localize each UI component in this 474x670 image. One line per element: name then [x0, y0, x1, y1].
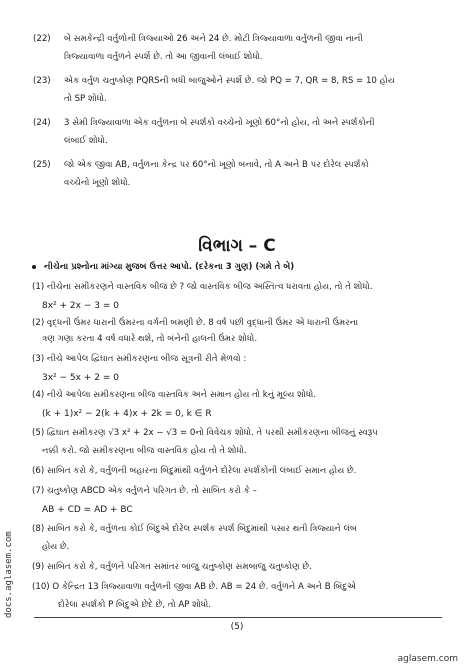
question-text: નક્કી કરો. જો સમીકરણના બીજ વાસ્તવિક હોય તો તે શોધો. [42, 446, 247, 456]
question-number: (22) [33, 34, 51, 44]
section-instruction [32, 262, 294, 273]
question-text [32, 466, 356, 477]
question-text [32, 524, 357, 535]
page-number: (5) [230, 622, 244, 632]
question-text: હોય છે. [42, 542, 70, 552]
question-number: (25) [33, 160, 51, 170]
question-text: એક વર્તુળ ચતુષ્કોણ PQRSની બધી બાજુઓને સ્પર્શે છે. જો PQ = 7, QR = 8, RS = 10 હોય [64, 76, 395, 86]
question-text: જો એક જીવા AB, વર્તુળના કેન્દ્ર પર 60°નો ખૂણો બનાવે, તો A અને B પર દોરેલ સ્પર્શકો [64, 160, 369, 170]
side-watermark: docs.aglasem.com [4, 531, 14, 618]
question-text: લંબાઈ શોધો. [64, 136, 108, 146]
question-body: નીચે આપેલ દ્વિઘાત સમીકરણના બીજ સૂત્રની રીતે મેળવો : [46, 354, 247, 364]
equation: (k + 1)x² − 2(k + 4)x + 2k = 0, k ∈ R [42, 409, 212, 419]
question-text: તો SP શોધો. [64, 94, 107, 104]
question-number: (10) [32, 582, 50, 592]
question-text: ત્રિજ્યાવાળા વર્તુળને સ્પર્શે છે. તો આ જીવાની લંબાઈ શોધો. [64, 52, 263, 62]
question-body: સાબિત કરો કે, વર્તુળના કોઈ બિંદુએ દોરેલ સ્પર્શક સ્પર્શ બિંદુમાંથી પસાર થતી ત્રિજ્યાને લંબ [46, 524, 357, 534]
question-number: (6) [32, 466, 45, 476]
question-body: નીચેના સમીકરણને વાસ્તવિક બીજ છે ? જો વાસ્તવિક બીજ અસ્તિત્વ ધરાવતા હોય, તો તે શોધો. [46, 282, 373, 292]
question-number: (2) [32, 318, 45, 328]
question-number: (24) [33, 118, 51, 128]
section-heading: વિભાગ – C [198, 236, 276, 256]
question-text [32, 354, 246, 365]
question-number: (5) [32, 428, 45, 438]
question-number: (9) [32, 562, 45, 572]
bullet-icon [32, 265, 36, 269]
question-body: સાબિત કરો કે, વર્તુળને પરિગત સમાંતર બાજુ ચતુષ્કોણ સમબાજુ ચતુષ્કોણ છે. [46, 562, 312, 572]
brand-text: aglasem.com [397, 654, 458, 664]
question-text [32, 390, 316, 401]
question-text [32, 582, 356, 593]
question-body: ચતુષ્કોણ ABCD એક વર્તુળને પરિગત છે. તો સાબિત કરો કે – [46, 486, 257, 496]
question-body: સાબિત કરો કે, વર્તુળની બહારના બિંદુમાંથી વર્તુળને દોરેલા સ્પર્શકોની લંબાઈ સમાન હોય છે. [46, 466, 357, 476]
question-text [32, 562, 312, 573]
question-text: દોરેલા સ્પર્શકો P બિંદુએ છેદે છે, તો AP શોધો. [58, 600, 211, 610]
instruction-text: નીચેના પ્રશ્નોના માંગ્યા મુજબ ઉત્તર આપો. (દરેકના 3 ગુણ) (ગમે તે બે) [44, 262, 295, 272]
question-number: (1) [32, 282, 45, 292]
equation: AB + CD = AD + BC [42, 505, 133, 515]
question-number: (8) [32, 524, 45, 534]
question-number: (4) [32, 390, 45, 400]
question-body: નીચે આપેલા સમીકરણના બીજ વાસ્તવિક અને સમાન હોય તો kનું મૂલ્ય શોધો. [46, 390, 316, 400]
question-text: ત્રણ ગણા કરતા 4 વર્ષ વધારે થશે, તો બંનેની હાલની ઉંમર શોધો. [42, 334, 258, 344]
question-text [32, 282, 372, 293]
question-number: (7) [32, 486, 45, 496]
question-body: O કેન્દ્રિત 13 ત્રિજ્યાવાળા વર્તુળની જીવા AB છે. AB = 24 છે. વર્તુળને A અને B બિંદુએ [52, 582, 357, 592]
question-number: (23) [33, 76, 51, 86]
question-text [32, 428, 378, 439]
equation: 8x² + 2x − 3 = 0 [42, 301, 119, 311]
question-text [32, 318, 358, 329]
question-body: વૃદ્ધની ઉંમર ધારાની ઉંમરના વર્ગની બમણી છે. 8 વર્ષ પછી વૃદ્ધાની ઉંમર એ ધારાની ઉંમરના [46, 318, 359, 328]
question-number: (3) [32, 354, 45, 364]
equation: 3x² − 5x + 2 = 0 [42, 373, 119, 383]
question-body: દ્વિઘાત સમીકરણ √3 x² + 2x − √3 = 0નો વિવેચક શોધો. તે પરથી સમીકરણના બીજનું સ્વરૂપ [46, 428, 378, 438]
question-text: વચ્ચેનો ખૂણો શોધો. [64, 178, 131, 188]
question-text [32, 486, 257, 497]
question-text: 3 સેમી ત્રિજ્યાવાળા એક વર્તુળના બે સ્પર્શકો વચ્ચેનો ખૂણો 60°નો હોય, તો અને સ્પર્શકોની [64, 118, 375, 128]
question-text: બે સમકેન્દ્રી વર્તુળોની ત્રિજ્યાઓ 26 અને 24 છે. મોટી ત્રિજ્યાવાળા વર્તુળની જીવા નાની [64, 34, 363, 44]
footer-divider [34, 617, 442, 618]
